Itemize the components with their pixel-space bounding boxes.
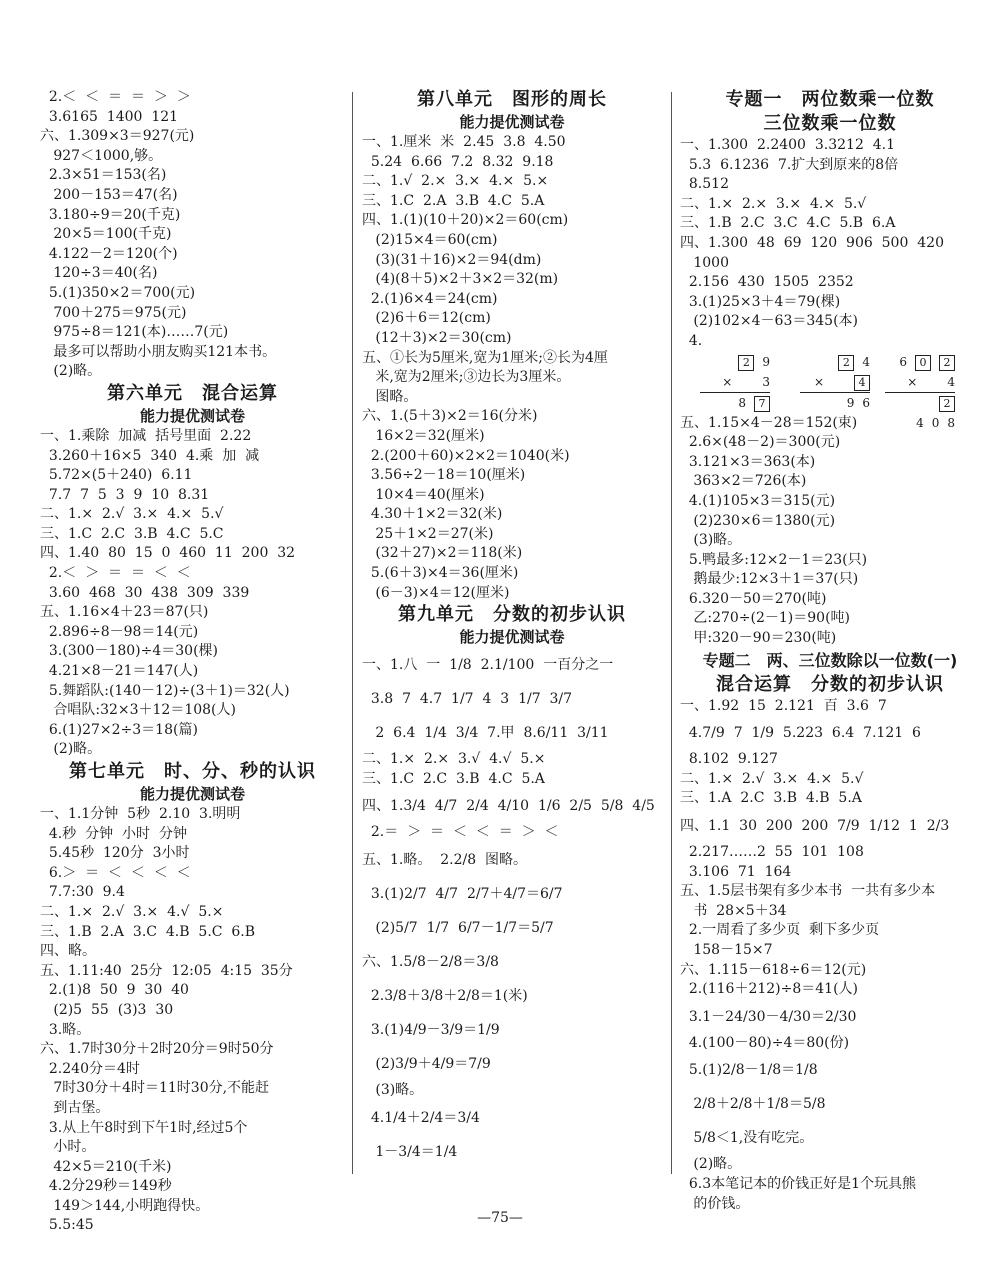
puzzle-digit: 7 — [754, 396, 770, 412]
puzzle-digit: 9 — [846, 395, 855, 410]
answer-line: 1－3/4＝1/4 — [362, 1143, 458, 1160]
answer-line: 二、1.√ 2.× 3.× 4.× 5.× — [362, 173, 549, 190]
puzzle-digit: 3 — [762, 374, 770, 389]
answer-line: 6.320－50＝270(吨) — [680, 590, 827, 607]
answer-line: 五、①长为5厘米,宽为1厘米;②长为4厘 — [362, 349, 608, 366]
answer-line: 三、1.B 2.C 3.C 4.C 5.B 6.A — [680, 215, 896, 232]
answer-line: 三、1.C 2.C 3.B 4.C 5.C — [40, 525, 224, 542]
answer-line: 7时30分＋4时＝11时30分,不能赶 — [40, 1080, 270, 1097]
answer-line: 三、1.A 2.C 3.B 4.B 5.A — [680, 790, 862, 807]
answer-line: 4.122－2＝120(个) — [40, 245, 178, 262]
answer-line: 六、1.115－618÷6＝12(元) — [680, 961, 867, 978]
topic1-title: 专题一 两位数乘一位数 — [725, 89, 935, 110]
unit9-title: 第九单元 分数的初步认识 — [398, 604, 626, 626]
answer-line: 甲:320－90＝230(吨) — [680, 630, 837, 647]
answer-line: (3)略。 — [680, 532, 742, 549]
answer-line: 的价钱。 — [680, 1195, 750, 1212]
answer-line: 五、1.15×4－28＝152(束) — [680, 414, 858, 431]
answer-line: 六、1.7时30分＋2时20分＝9时50分 — [40, 1041, 274, 1058]
unit9-subtitle: 能力提优测试卷 — [459, 628, 565, 647]
answer-line: 2.＜ ＜ ＝ ＝ ＞ ＞ — [40, 89, 191, 105]
topic1-title-line2: 三位数乘一位数 — [763, 113, 897, 134]
answer-line: 3.略。 — [40, 1021, 91, 1038]
puzzle-group — [885, 352, 955, 433]
answer-line: 3.121×3＝363(本) — [680, 453, 816, 470]
answer-line: (2)5 55 (3)3 30 — [40, 1001, 174, 1018]
answer-line: 3.(300－180)÷4＝30(棵) — [40, 643, 219, 660]
answer-line: 3.60 468 30 438 309 339 — [40, 584, 250, 601]
puzzle-digit: 4 — [916, 415, 924, 430]
answer-line: 到古堡。 — [40, 1099, 110, 1116]
puzzle-digit: 4 — [854, 375, 870, 391]
answer-line: 二、1.× 2.√ 3.× 4.× 5.√ — [680, 770, 864, 787]
answer-line: 2.156 430 1505 2352 — [680, 274, 854, 291]
answer-line: 975÷8＝121(本)……7(元) — [40, 324, 229, 341]
answer-line: 4.(1)105×3＝315(元) — [680, 492, 836, 509]
answer-line: 20×5＝100(千克) — [40, 226, 172, 243]
unit7-lines — [40, 805, 345, 1236]
answer-line: 四、1.3/4 4/7 2/4 4/10 1/6 2/5 5/8 4/5 — [362, 798, 655, 815]
answer-line: 合唱队:32×3＋12＝108(人) — [40, 702, 236, 719]
puzzle-digit: 4 — [947, 374, 955, 389]
answer-line: (2)略。 — [680, 1156, 742, 1173]
unit8-title: 第八单元 图形的周长 — [417, 89, 607, 110]
answer-column-1 — [40, 88, 345, 1236]
answer-line: 700＋275＝975(元) — [40, 304, 187, 321]
answer-line: 3.1－24/30－4/30＝2/30 — [680, 1008, 857, 1025]
answer-line: 2.(200＋60)×2×2＝1040(米) — [362, 447, 570, 464]
answer-line: 5.5:45 — [40, 1217, 94, 1234]
answer-line: 2.＝ ＞ ＝ ＜ ＜ ＝ ＞ ＜ — [362, 824, 559, 841]
answer-line: (6－3)×4＝12(厘米) — [362, 584, 510, 601]
answer-line: 6.(1)27×2÷3＝18(篇) — [40, 721, 198, 738]
answer-line: 鹅最少:12×3＋1＝37(只) — [680, 571, 859, 588]
unit6-subtitle: 能力提优测试卷 — [139, 406, 245, 425]
answer-line: 3.106 71 164 — [680, 863, 792, 880]
answer-line: 2.217……2 55 101 108 — [680, 844, 864, 861]
answer-line: 149＞144,小明跑得快。 — [40, 1197, 210, 1214]
answer-line: (32＋27)×2＝118(米) — [362, 545, 523, 562]
answer-line: 4.秒 分钟 小时 分钟 — [40, 825, 187, 842]
answer-line: 书 28×5＋34 — [680, 902, 787, 919]
answer-line: 2.3×51＝153(名) — [40, 167, 167, 184]
answer-line: 4.(100－80)÷4＝80(份) — [680, 1034, 850, 1051]
answer-line: 五、1.5层书架有多少本书 一共有多少本 — [680, 883, 936, 900]
answer-line: 五、1.略。 2.2/8 图略。 — [362, 852, 528, 869]
answer-line: 一、1.八 一 1/8 2.1/100 一百分之一 — [362, 657, 614, 674]
column-divider-2 — [671, 92, 672, 1174]
topic1-lines-b — [680, 414, 980, 649]
answer-line: 最多可以帮助小朋友购买121本书。 — [40, 343, 277, 360]
answer-line: 5.72×(5＋240) 6.11 — [40, 467, 193, 484]
answer-line: (2)230×6＝1380(元) — [680, 512, 836, 529]
answer-line: 5.(1)350×2＝700(元) — [40, 284, 196, 301]
answer-line: 7.7 7 5 3 9 10 8.31 — [40, 486, 210, 503]
answer-line: (2)15×4＝60(cm) — [362, 231, 498, 248]
answer-line: 42×5＝210(千米) — [40, 1158, 172, 1175]
answer-line: 3.8 7 4.7 1/7 4 3 1/7 3/7 — [362, 691, 573, 708]
answer-line: 米,宽为2厘米;③边长为3厘米。 — [362, 369, 571, 386]
answer-line: (3)(31＋16)×2＝94(dm) — [362, 251, 542, 268]
answer-line: 2.＜ ＞ ＝ ＝ ＜ ＜ — [40, 565, 191, 582]
answer-line: 五、1.16×4＋23＝87(只) — [40, 604, 209, 621]
answer-line: (3)略。 — [362, 1082, 424, 1099]
answer-line: 一、1.乘除 加减 括号里面 2.22 — [40, 427, 252, 444]
answer-line: 4.1/4＋2/4＝3/4 — [362, 1109, 480, 1126]
unit7-title: 第七单元 时、分、秒的认识 — [69, 761, 316, 782]
answer-line: (2)102×4－63＝345(本) — [680, 313, 859, 330]
answer-line: 一、1.厘米 米 2.45 3.8 4.50 — [362, 134, 566, 150]
unit9-lines — [362, 648, 662, 1168]
answer-line: 10×4＝40(厘米) — [362, 486, 485, 503]
puzzle-digit: 8 — [947, 415, 955, 430]
answer-line: 小时。 — [40, 1139, 96, 1156]
answer-line: 5.(6＋3)×4＝36(厘米) — [362, 565, 519, 582]
answer-line: 三、1.C 2.A 3.B 4.C 5.A — [362, 192, 545, 209]
answer-line: 120÷3＝40(名) — [40, 265, 158, 282]
answer-line: 3.(1)25×3＋4＝79(棵) — [680, 293, 841, 310]
puzzle-digit: 0 — [931, 415, 940, 430]
answer-line: 六、1.(5＋3)×2＝16(分米) — [362, 408, 538, 425]
puzzle-digit: 6 — [899, 354, 907, 369]
unit7-subtitle: 能力提优测试卷 — [139, 785, 245, 803]
answer-line: 16×2＝32(厘米) — [362, 427, 485, 444]
answer-line: 8.512 — [680, 176, 729, 193]
answer-line: 363×2＝726(本) — [680, 473, 807, 490]
answer-line: 5.45秒 120分 3小时 — [40, 845, 190, 862]
answer-line: 2.896÷8－98＝14(元) — [40, 623, 199, 640]
answer-line: 2.(116＋212)÷8＝41(人) — [680, 981, 859, 998]
answer-line: 7.7:30 9.4 — [40, 884, 125, 901]
answer-line: 一、1.300 2.2400 3.3212 4.1 — [680, 137, 896, 153]
puzzle-digit: 2 — [939, 396, 955, 412]
answer-line: 927＜1000,够。 — [40, 147, 163, 164]
answer-line: 158－15×7 — [680, 942, 773, 958]
answer-line: 3.260＋16×5 340 4.乘 加 减 — [40, 447, 260, 464]
answer-line: 六、1.5/8－2/8＝3/8 — [362, 954, 499, 971]
answer-line: 四、略。 — [40, 943, 96, 960]
answer-line: 6.3本笔记本的价钱正好是1个玩具熊 — [680, 1175, 917, 1192]
answer-line: 200－153＝47(名) — [40, 186, 178, 203]
answer-line: 4. — [680, 332, 703, 349]
answer-line: (12＋3)×2＝30(cm) — [362, 329, 512, 346]
puzzle-digit: 4 — [862, 354, 870, 369]
topic1-lines — [680, 136, 980, 352]
answer-line: 2.240分＝4时 — [40, 1060, 140, 1077]
answer-line: 25＋1×2＝27(米) — [362, 525, 494, 542]
answer-line: 5.(1)2/8－1/8＝1/8 — [680, 1062, 818, 1079]
answer-line: 4.21×8－21＝147(人) — [40, 663, 199, 680]
answer-line: 3.(1)4/9－3/9＝1/9 — [362, 1022, 500, 1039]
answer-line: (2)略。 — [40, 363, 102, 380]
answer-line: 4.7/9 7 1/9 5.223 6.4 7.121 6 — [680, 725, 921, 742]
answer-line: 4.30＋1×2＝32(米) — [362, 506, 503, 523]
answer-line: 8.102 9.127 — [680, 751, 778, 768]
answer-line: 2.6×(48－2)＝300(元) — [680, 434, 841, 451]
answer-line: (4)(8＋5)×2＋3×2＝32(m) — [362, 271, 559, 288]
answer-line: 二、1.× 2.√ 3.× 4.× 5.√ — [40, 506, 224, 523]
unit6-lines — [40, 427, 345, 760]
column-divider-1 — [352, 92, 353, 1174]
answer-line: (2)略。 — [40, 741, 102, 758]
puzzle-digit: 9 — [762, 354, 770, 369]
answer-line: 2/8＋2/8＋1/8＝5/8 — [680, 1096, 826, 1113]
answer-line: 二、1.× 2.√ 3.× 4.√ 5.× — [40, 903, 224, 920]
puzzle-digit: 2 — [939, 355, 955, 371]
col1-lines — [40, 88, 345, 382]
answer-line: 2.一周看了多少页 剩下多少页 — [680, 922, 880, 939]
answer-column-3 — [680, 88, 980, 1214]
answer-line: (2)3/9＋4/9＝7/9 — [362, 1056, 491, 1073]
answer-line: 2.3/8＋3/8＋2/8＝1(米) — [362, 988, 528, 1005]
puzzle-digit: 2 — [838, 355, 854, 371]
answer-line: 3.(1)2/7 4/7 2/7＋4/7＝6/7 — [362, 886, 563, 903]
answer-line: 二、1.× 2.× 3.× 4.× 5.√ — [680, 195, 867, 212]
answer-line: (2)5/7 1/7 6/7－1/7＝5/7 — [362, 920, 554, 937]
puzzle-digit: 0 — [915, 355, 931, 371]
answer-line: 一、1.92 15 2.121 百 3.6 7 — [680, 697, 887, 714]
answer-line: (2)6＋6＝12(cm) — [362, 310, 491, 327]
page-number: —75— — [477, 1210, 523, 1226]
answer-line: 2.(1)8 50 9 30 40 — [40, 982, 189, 999]
answer-line: 四、1.40 80 15 0 460 11 200 32 — [40, 545, 296, 562]
puzzle-digit: 8 — [738, 395, 746, 410]
answer-line: 5/8＜1,没有吃完。 — [680, 1130, 814, 1147]
answer-line: 3.6165 1400 121 — [40, 108, 179, 125]
unit6-title: 第六单元 混合运算 — [107, 382, 278, 404]
answer-line: 5.24 6.66 7.2 8.32 9.18 — [362, 153, 554, 170]
answer-line: 1000 — [680, 254, 729, 271]
answer-line: 六、1.309×3＝927(元) — [40, 128, 195, 145]
puzzle-digit: 2 — [738, 355, 754, 371]
puzzle-digit: 6 — [862, 395, 870, 410]
answer-line: 四、1.1 30 200 200 7/9 1/12 1 2/3 — [680, 818, 950, 835]
answer-line: 一、1.1分钟 5秒 2.10 3.明明 — [40, 806, 241, 822]
topic2-lines — [680, 697, 980, 1215]
answer-line: 3.180÷9＝20(千克) — [40, 206, 181, 223]
answer-line: 三、1.C 2.C 3.B 4.C 5.A — [362, 770, 545, 787]
answer-line: 二、1.× 2.× 3.√ 4.√ 5.× — [362, 751, 546, 768]
answer-line: 5.3 6.1236 7.扩大到原来的8倍 — [680, 156, 899, 173]
unit8-lines — [362, 133, 662, 603]
answer-line: 四、1.(1)(10＋20)×2＝60(cm) — [362, 212, 569, 229]
answer-line: 3.56÷2－18＝10(厘米) — [362, 467, 526, 484]
multiply-sign: × — [813, 374, 824, 389]
answer-line: 五、1.11:40 25分 12:05 4:15 35分 — [40, 962, 293, 979]
answer-line: 5.鸭最多:12×2－1＝23(只) — [680, 551, 868, 568]
answer-line: 图略。 — [362, 388, 418, 405]
answer-line: 2.(1)6×4＝24(cm) — [362, 290, 498, 307]
answer-line: 3.从上午8时到下午1时,经过5个 — [40, 1119, 248, 1136]
answer-line: 四、1.300 48 69 120 906 500 420 — [680, 234, 944, 251]
multiply-sign: × — [907, 374, 918, 389]
answer-line: 5.舞蹈队:(140－12)÷(3＋1)＝32(人) — [40, 682, 290, 699]
puzzle-group — [700, 352, 770, 413]
answer-line: 4.2分29秒＝149秒 — [40, 1178, 172, 1195]
multiply-sign: × — [722, 374, 733, 389]
answer-line: 三、1.B 2.A 3.C 4.B 5.C 6.B — [40, 923, 256, 940]
puzzle-group — [800, 352, 870, 413]
answer-column-2 — [362, 88, 662, 1169]
answer-line: 2 6.4 1/4 3/4 7.甲 8.6/11 3/11 — [362, 725, 609, 742]
answer-line: 乙:270÷(2－1)＝90(吨) — [680, 610, 850, 627]
topic2-title: 专题二 两、三位数除以一位数(一) — [702, 650, 958, 670]
answer-line: 6.＞ ＝ ＜ ＜ ＜ ＜ — [40, 864, 191, 881]
topic2-title-line2: 混合运算 分数的初步认识 — [716, 673, 944, 695]
unit8-subtitle: 能力提优测试卷 — [459, 113, 565, 131]
